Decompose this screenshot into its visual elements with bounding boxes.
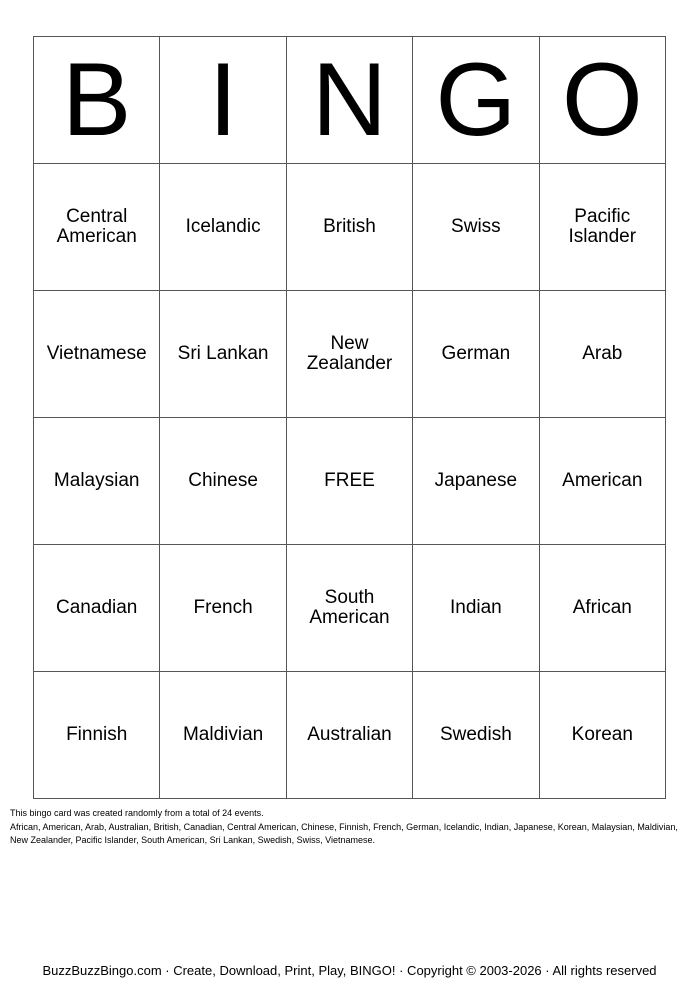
bingo-header-letter-g: G <box>413 37 539 164</box>
bingo-cell <box>539 291 665 418</box>
bingo-cell-text: Central American <box>56 206 137 247</box>
page-footer: BuzzBuzzBingo.com · Create, Download, Print, Play, BINGO! · Copyright © 2003-2026 · All rights reserved <box>42 963 657 978</box>
bingo-cell-text: German <box>441 343 511 364</box>
bingo-cell <box>34 291 160 418</box>
bingo-cell-text: Malaysian <box>53 470 140 491</box>
bingo-cell-text: Finnish <box>66 724 128 745</box>
bingo-cell <box>34 672 160 799</box>
bingo-cell <box>286 291 412 418</box>
bingo-cell-text: Swedish <box>439 724 512 745</box>
bingo-cell-text: Australian <box>307 724 392 745</box>
bingo-cell <box>160 418 286 545</box>
bingo-cell <box>413 164 539 291</box>
bingo-row <box>34 672 666 799</box>
bingo-cell-text: British <box>323 216 376 237</box>
bingo-cell <box>160 672 286 799</box>
card-info-summary: This bingo card was created randomly from a total of 24 events. <box>10 808 264 818</box>
card-info <box>10 807 690 848</box>
bingo-cell-text: Maldivian <box>182 724 264 745</box>
bingo-row <box>34 164 666 291</box>
bingo-cell <box>413 418 539 545</box>
bingo-cell-text: South American <box>309 587 390 628</box>
bingo-cell <box>160 164 286 291</box>
bingo-cell <box>160 545 286 672</box>
bingo-cell-text: Chinese <box>188 470 258 491</box>
bingo-card <box>33 36 666 799</box>
bingo-cell-text: Korean <box>571 724 633 745</box>
bingo-cell-text: Pacific Islander <box>568 206 637 247</box>
bingo-cell-text: Swiss <box>451 216 501 237</box>
bingo-cell-text: Vietnamese <box>46 343 147 364</box>
bingo-row <box>34 291 666 418</box>
bingo-cell <box>413 291 539 418</box>
bingo-cell-text: Indian <box>449 597 502 618</box>
bingo-cell <box>539 418 665 545</box>
bingo-cell <box>286 672 412 799</box>
bingo-cell <box>286 164 412 291</box>
bingo-cell-text: Arab <box>582 343 623 364</box>
card-info-event-list: African, American, Arab, Australian, British, Canadian, Central American, Chinese, Finnish, French, German, Icelandic, Indian, Japanese, Korean, Malaysian, Maldivian, New Zealander, Pacific Islander, South American, Sri Lankan, Swedish, Swiss, Vietnamese. <box>10 821 678 845</box>
bingo-cell-text: Japanese <box>434 470 518 491</box>
bingo-cell <box>539 545 665 672</box>
bingo-free-text: FREE <box>324 470 375 491</box>
bingo-cell <box>160 291 286 418</box>
bingo-cell-text: Canadian <box>56 597 138 618</box>
bingo-header-letter-b: B <box>34 37 160 164</box>
bingo-cell <box>539 672 665 799</box>
bingo-free-cell <box>286 418 412 545</box>
bingo-cell-text: Icelandic <box>185 216 261 237</box>
bingo-cell <box>286 545 412 672</box>
bingo-header-letter-n: N <box>286 37 412 164</box>
bingo-cell <box>413 672 539 799</box>
bingo-cell <box>34 164 160 291</box>
bingo-header-letter-o: O <box>539 37 665 164</box>
bingo-header-row <box>34 37 666 164</box>
bingo-row <box>34 545 666 672</box>
bingo-cell-text: French <box>193 597 253 618</box>
bingo-cell <box>413 545 539 672</box>
bingo-cell <box>34 418 160 545</box>
bingo-cell-text: New Zealander <box>306 333 393 374</box>
bingo-cell-text: American <box>562 470 643 491</box>
bingo-cell-text: African <box>572 597 632 618</box>
bingo-row <box>34 418 666 545</box>
bingo-cell <box>34 545 160 672</box>
bingo-header-letter-i: I <box>160 37 286 164</box>
bingo-cell-text: Sri Lankan <box>177 343 269 364</box>
bingo-cell <box>539 164 665 291</box>
